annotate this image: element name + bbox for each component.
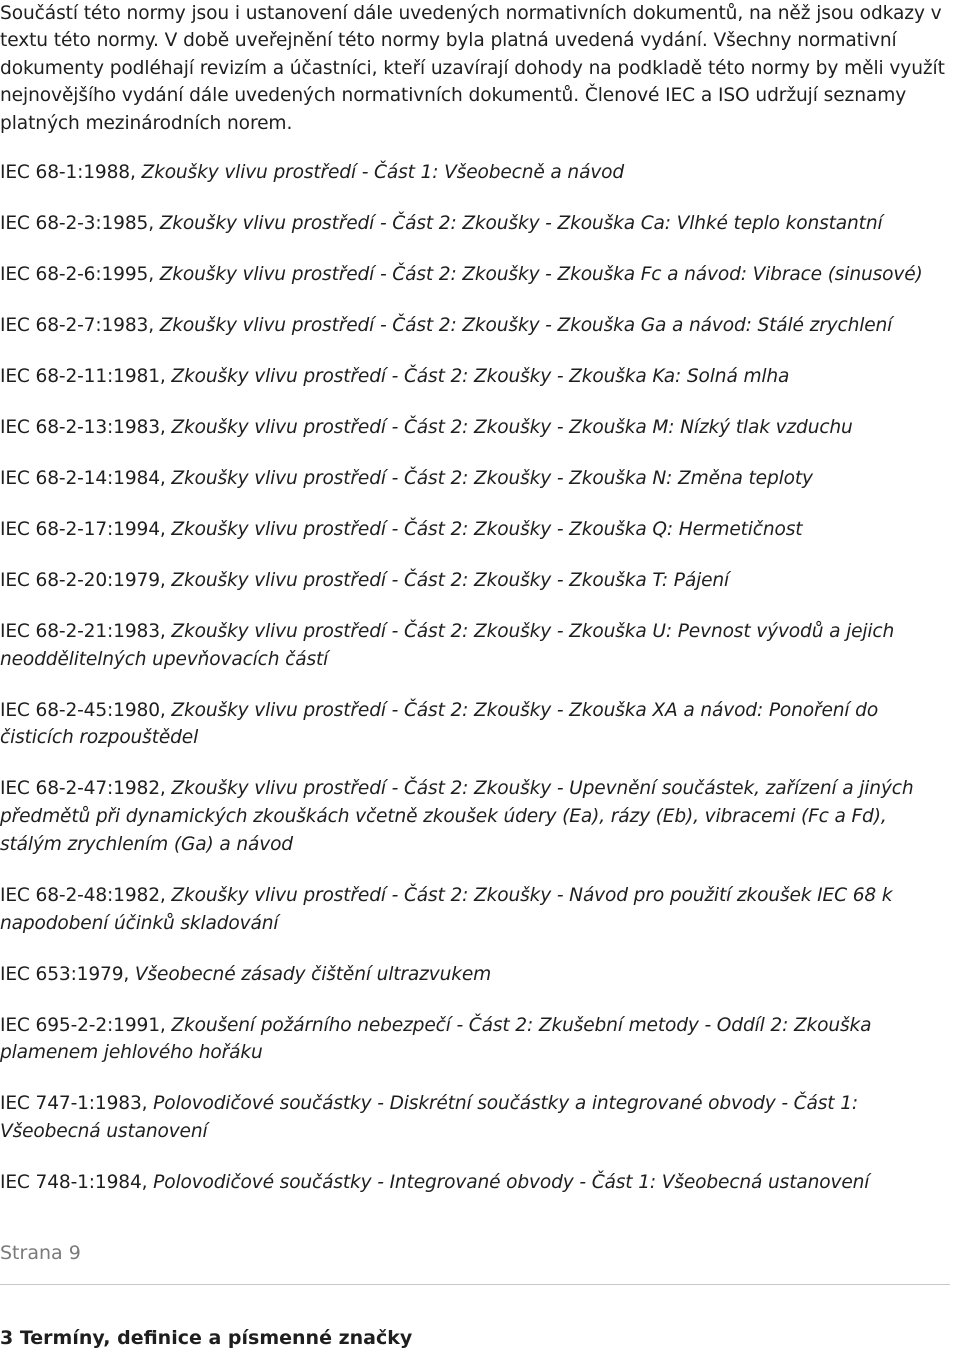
- reference-item: [0, 465, 950, 493]
- reference-title: Zkoušky vlivu prostředí - Část 2: Zkoušky - Zkouška Fc a návod: Vibrace (sinusové): [159, 264, 923, 285]
- reference-title: Zkoušky vlivu prostředí - Část 2: Zkoušky - Zkouška XA a návod: Ponoření do čisticích rozpouštědel: [0, 699, 879, 749]
- reference-item: [0, 312, 950, 340]
- reference-title: Polovodičové součástky - Diskrétní součástky a integrované obvody - Část 1: Všeobecná ustanovení: [0, 1093, 858, 1142]
- reference-code: IEC 68-2-13:1983,: [0, 417, 172, 438]
- reference-code: IEC 68-2-20:1979,: [0, 570, 172, 591]
- reference-item: [0, 1169, 950, 1197]
- reference-code: IEC 68-2-17:1994,: [0, 519, 172, 540]
- reference-code: IEC 653:1979,: [0, 963, 135, 985]
- reference-title: Zkoušky vlivu prostředí - Část 2: Zkoušky - Zkouška Ca: Vlhké teplo konstantní: [159, 213, 883, 234]
- reference-item: [0, 1012, 950, 1067]
- page-divider: [0, 1284, 950, 1285]
- section-heading: 3 Termíny, definice a písmenné značky: [0, 1327, 413, 1349]
- reference-item: [0, 775, 950, 858]
- reference-title: Zkoušky vlivu prostředí - Část 2: Zkoušky - Zkouška Q: Hermetičnost: [171, 519, 803, 540]
- reference-item: [0, 414, 950, 442]
- reference-title: Zkoušky vlivu prostředí - Část 2: Zkoušky - Zkouška Ka: Solná mlha: [171, 366, 790, 387]
- reference-code: IEC 68-2-21:1983,: [0, 621, 172, 642]
- reference-item: [0, 516, 950, 544]
- reference-title: Zkoušky vlivu prostředí - Část 2: Zkoušky - Zkouška Ga a návod: Stálé zrychlení: [159, 315, 893, 336]
- reference-item: [0, 697, 950, 752]
- reference-item: [0, 363, 950, 391]
- reference-code: IEC 68-2-48:1982,: [0, 884, 172, 906]
- reference-code: IEC 68-2-6:1995,: [0, 264, 160, 285]
- reference-code: IEC 68-2-47:1982,: [0, 778, 172, 800]
- page-number: Strana 9: [0, 1242, 81, 1264]
- reference-code: IEC 68-2-7:1983,: [0, 315, 160, 336]
- reference-item: [0, 159, 950, 187]
- reference-code: IEC 695-2-2:1991,: [0, 1014, 172, 1036]
- normative-reference-list: [0, 159, 950, 1220]
- reference-title: Zkoušky vlivu prostředí - Část 2: Zkoušky - Návod pro použití zkoušek IEC 68 k napodobení účinků skladování: [0, 884, 893, 934]
- reference-title: Všeobecné zásady čištění ultrazvukem: [134, 963, 492, 985]
- reference-code: IEC 68-1:1988,: [0, 162, 142, 183]
- reference-title: Zkoušky vlivu prostředí - Část 2: Zkoušky - Zkouška M: Nízký tlak vzduchu: [171, 417, 853, 438]
- intro-paragraph: Součástí této normy jsou i ustanovení dále uvedených normativních dokumentů, na něž jsou odkazy v textu této normy. V době uveřejnění této normy byla platná uvedená vydání. Všechny normativní dokumenty podléhají revizím a účastníci, kteří uzavírají dohody na podkladě této normy by měli využít nejnovějšího vydání dále uvedených normativních dokumentů. Členové IEC a ISO udržují seznamy platných mezinárodních norem.: [0, 3, 945, 134]
- reference-item: [0, 210, 950, 238]
- reference-item: [0, 961, 950, 989]
- reference-code: IEC 68-2-14:1984,: [0, 468, 172, 489]
- reference-item: [0, 567, 950, 595]
- reference-code: IEC 748-1:1984,: [0, 1171, 154, 1193]
- reference-title: Polovodičové součástky - Integrované obvody - Část 1: Všeobecná ustanovení: [153, 1171, 870, 1193]
- reference-title: Zkoušky vlivu prostředí - Část 1: Všeobecně a návod: [141, 162, 625, 183]
- reference-item: [0, 882, 950, 937]
- reference-code: IEC 68-2-3:1985,: [0, 213, 160, 234]
- reference-title: Zkoušky vlivu prostředí - Část 2: Zkoušky - Zkouška T: Pájení: [171, 570, 730, 591]
- reference-title: Zkoušky vlivu prostředí - Část 2: Zkoušky - Zkouška N: Změna teploty: [171, 468, 813, 489]
- reference-code: IEC 68-2-11:1981,: [0, 366, 172, 387]
- reference-title: Zkoušky vlivu prostředí - Část 2: Zkoušky - Zkouška U: Pevnost vývodů a jejich neoddělitelných upevňovacích částí: [0, 621, 895, 670]
- reference-item: [0, 261, 950, 289]
- reference-item: [0, 1090, 950, 1145]
- reference-title: Zkoušení požárního nebezpečí - Část 2: Zkušební metody - Oddíl 2: Zkouška plamenem jehlového hořáku: [0, 1014, 872, 1064]
- reference-code: IEC 68-2-45:1980,: [0, 699, 172, 721]
- reference-title: Zkoušky vlivu prostředí - Část 2: Zkoušky - Upevnění součástek, zařízení a jiných předmětů při dynamických zkouškách včetně zkoušek údery (Ea), rázy (Eb), vibracemi (Fc a Fd), stálým zrychlením (Ga) a návod: [0, 778, 914, 855]
- reference-item: [0, 618, 950, 673]
- reference-code: IEC 747-1:1983,: [0, 1093, 154, 1115]
